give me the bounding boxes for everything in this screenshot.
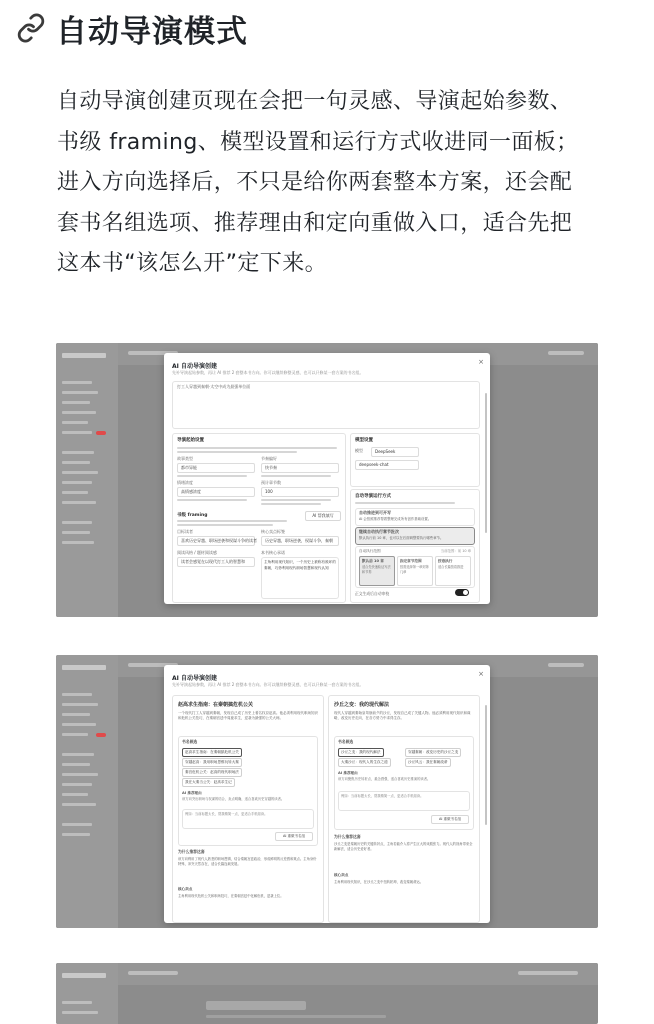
run-option-batch-desc: 默认执行前 10 章，也可以在后面调整要执行哪些章节。	[359, 536, 444, 540]
plan-b-why-text: 沙丘之变是秦朝历史的关键转折点，主角若能介入将产生巨大的戏剧张力。现代人的视角带来全新解法，适合历史爱好者。	[334, 842, 473, 851]
reader-input[interactable]	[177, 536, 255, 546]
run-section-title: 自动导演运行方式	[355, 494, 391, 499]
plan-b-rework-text: 例如：当前标题太长，帮我精简一点，更适合手机阅读。	[341, 794, 424, 798]
title-chip[interactable]: 沙丘之变：我的现代解法	[338, 748, 384, 757]
promise-label: 本书核心承诺	[261, 550, 285, 555]
title-chip[interactable]: 秦宫危机公关：赵高的现代职场法	[182, 768, 242, 777]
section-title: 自动导演模式	[56, 13, 248, 50]
plan-a-core-label: 核心卖点	[178, 887, 193, 891]
range-card-first10[interactable]	[359, 556, 395, 586]
range-card-volume[interactable]	[435, 556, 471, 586]
title-chip[interactable]: 穿越秦朝：改变历史的沙丘之变	[405, 748, 461, 757]
auto-review-label: 正文生成后自动审校	[355, 591, 390, 596]
modal-subtitle: 先补导演起始参数，再让 AI 推荐 2 套整本书方向。你可以继续修整灵感，也可以只修某一套方案的书名组。	[172, 370, 364, 375]
selling-input[interactable]	[261, 536, 339, 546]
rework-titles-button[interactable]: AI 重做书名组	[275, 832, 313, 841]
range-card-custom-desc: 按需选择第一章到第几章	[400, 565, 429, 574]
director-section-title: 导演起始设置	[177, 438, 204, 443]
auto-director-modal	[164, 665, 490, 923]
range-card-volume-title: 按卷执行	[438, 559, 453, 563]
selling-value: 历史穿越，职场逆袭，权谋斗争，秦朝	[265, 538, 333, 543]
screenshot-create-project	[56, 963, 598, 1024]
modal-subtitle: 先补导演起始参数，再让 AI 推荐 2 套整本书方向。你可以继续修整灵感，也可以只修某一套方案的书名组。	[172, 682, 364, 687]
plan-b-reason-text: 该方向聚焦历史转折点，悬念感强，适合喜欢历史推演的读者。	[338, 777, 431, 781]
plan-b-core-text: 主角利用现代知识，在沙丘之变中扭转乾坤，改变秦朝命运。	[334, 880, 424, 884]
modal-title: AI 自动导演创建	[172, 675, 217, 682]
chapters-value: 100	[265, 489, 273, 494]
page-subtitle-placeholder	[206, 1015, 386, 1018]
section-paragraph: 自动导演创建页现在会把一句灵感、导演起始参数、书级 framing、模型设置和运行方式收进同一面板；进入方向选择后，不只是给你两套整本方案，还会配套书名组选项、推荐理由和定向重做入口，适合先把这本书“该怎么开”定下来。	[57, 89, 579, 276]
modal-title: AI 自动导演创建	[172, 363, 217, 370]
run-option-ready[interactable]	[355, 508, 475, 526]
model-settings-card	[350, 433, 480, 487]
plan-b-title: 沙丘之变：我的现代解法	[334, 702, 390, 708]
style-label: 阅读风格 / 题材阅读感	[177, 550, 217, 555]
screenshot-create-panel	[56, 343, 598, 617]
genre-select[interactable]	[177, 463, 255, 473]
plan-b-rework-input[interactable]	[338, 791, 470, 811]
pace-label: 节奏偏好	[261, 456, 277, 461]
emotion-label: 情绪浓度	[177, 480, 193, 485]
plan-a-rework-text: 例如：当前标题太长，帮我精简一点，更适合手机阅读。	[185, 812, 268, 816]
model-select[interactable]	[371, 447, 419, 457]
link-icon[interactable]	[14, 11, 48, 45]
run-option-batch[interactable]	[355, 527, 475, 545]
plan-a-why-text: 该方向利用了现代人熟悉的职场逻辑，结合秦朝宫廷政治，形成鲜明的反差感和爽点。主角身份特殊，冲突天然存在，适合长篇连载发展。	[178, 857, 317, 866]
model-value: DeepSeek	[375, 449, 396, 454]
genre-value: 都市异能	[181, 465, 197, 470]
promise-textarea[interactable]	[261, 557, 339, 599]
plan-a-titles-label: 书名候选	[182, 739, 198, 744]
reader-value: 喜欢历史穿越、职场逆袭和权谋斗争的读者	[181, 538, 257, 543]
promise-value: 主角利用现代知识，一个历史上被称有败坏的秦朝，巧妙利用现代职场智慧和现代认知	[264, 560, 336, 570]
style-input[interactable]	[177, 557, 255, 567]
idea-textarea[interactable]	[172, 381, 480, 429]
plan-b-reason-label: AI 推荐理由	[338, 771, 358, 775]
close-icon[interactable]: ×	[478, 358, 484, 366]
section-heading	[14, 6, 248, 50]
plan-a-reason-label: AI 推荐理由	[182, 791, 202, 795]
plan-b-titles-box	[334, 736, 474, 830]
plan-card-b[interactable]	[328, 695, 480, 923]
chapters-input[interactable]	[261, 487, 339, 497]
rework-titles-button[interactable]: AI 重做书名组	[431, 815, 469, 824]
emotion-value: 高情感浓度	[181, 489, 201, 494]
genre-label: 故事类型	[177, 456, 193, 461]
emotion-select[interactable]	[177, 487, 255, 497]
range-card-first10-desc: 适合先快速验证写法和节奏	[362, 565, 391, 574]
ai-fill-button[interactable]: AI 帮我填写	[305, 511, 341, 521]
framing-label: 书级 framing	[177, 513, 208, 518]
plan-a-why-label: 为什么推荐这套	[178, 849, 205, 854]
plan-b-core-label: 核心卖点	[334, 873, 349, 877]
auto-director-modal	[164, 353, 490, 604]
plan-a-titles-box	[178, 736, 318, 846]
plan-a-rework-input[interactable]	[182, 809, 314, 829]
close-icon[interactable]: ×	[478, 670, 484, 678]
title-chip[interactable]: 沙丘风云：我在秦朝改命	[405, 758, 451, 767]
run-mode-card	[350, 489, 480, 603]
backdrop-sidebar	[56, 963, 118, 1024]
screenshot-direction-plans	[56, 655, 598, 928]
modal-scrollbar[interactable]	[485, 705, 487, 825]
run-option-ready-desc: AI 会按照推荐帮着整理完成所有创作基础设置。	[359, 517, 432, 521]
plan-card-a[interactable]	[172, 695, 324, 923]
modal-scrollbar[interactable]	[485, 393, 487, 533]
pace-value: 快节奏	[265, 465, 277, 470]
model-name-select[interactable]	[355, 460, 419, 470]
range-card-volume-desc: 适合长篇按卷推进	[438, 565, 464, 569]
plan-a-reason-text: 该方向突出职场与权谋的结合，卖点明确，适合喜欢历史穿越的读者。	[182, 797, 285, 801]
range-card-custom-title: 指定章节范围	[400, 559, 422, 563]
chapters-label: 预计章节数	[261, 480, 281, 485]
plan-a-title: 赵高求生指南：在秦朝搞危机公关	[178, 702, 254, 708]
pace-select[interactable]	[261, 463, 339, 473]
backdrop-sidebar	[56, 343, 118, 617]
page-title-placeholder	[206, 1001, 306, 1010]
range-card-first10-title: 默认前 10 章	[362, 559, 384, 563]
plan-a-core-text: 主角利用现代危机公关和职场技巧，在秦朝宫廷中化解危机，逆袭上位。	[178, 894, 284, 898]
idea-text: 打工人穿越到秦朝·太空中成为最强单位面	[177, 384, 251, 389]
range-panel	[355, 546, 475, 588]
backdrop-topbar	[118, 963, 598, 985]
backdrop-sidebar	[56, 655, 118, 928]
style-value: 读者会感觉在以现代打工人的智慧和	[181, 559, 245, 564]
model-label: 模型	[355, 448, 363, 453]
title-chip[interactable]: 赵高求生指南：在秦朝搞危机公关	[182, 748, 242, 757]
range-tag: 当前范围：前 10 章	[440, 549, 471, 553]
plan-a-desc: 一个现代打工人穿越到秦朝，发现自己成了历史上著名权臣赵高。他必须利用现代职场知识和危机公关技巧，在秦朝宫廷中周旋求生，逆袭为最强的公关大师。	[178, 711, 318, 720]
title-chip[interactable]: 穿越赵高：我用职场思维玩转大秦	[182, 758, 242, 767]
run-option-ready-title: 自动推进到可开写	[359, 510, 391, 515]
range-card-custom[interactable]	[397, 556, 433, 586]
auto-review-toggle[interactable]	[455, 589, 469, 596]
plan-b-desc: 现代人穿越到秦始皇驾崩前夕的沙丘，发现自己成了关键人物。他必须利用现代知识和谋略，改变历史走向，在各方势力中求得生存。	[334, 711, 471, 720]
selling-label: 核心卖点标签	[261, 529, 285, 534]
title-chip[interactable]: 我在大秦当公关：赵高求生记	[182, 778, 235, 787]
plan-b-titles-label: 书名候选	[338, 739, 354, 744]
model-name-value: deepseek-chat	[359, 462, 389, 467]
range-label: 自动执行范围	[359, 549, 381, 553]
director-settings-card	[172, 433, 346, 603]
reader-label: 目标读者	[177, 529, 193, 534]
model-section-title: 模型设置	[355, 438, 373, 443]
plan-b-why-label: 为什么推荐这套	[334, 834, 361, 839]
title-chip[interactable]: 大秦沙丘：现代人的生存之道	[338, 758, 391, 767]
run-option-batch-title: 继续自动执行章节批次	[359, 529, 399, 534]
